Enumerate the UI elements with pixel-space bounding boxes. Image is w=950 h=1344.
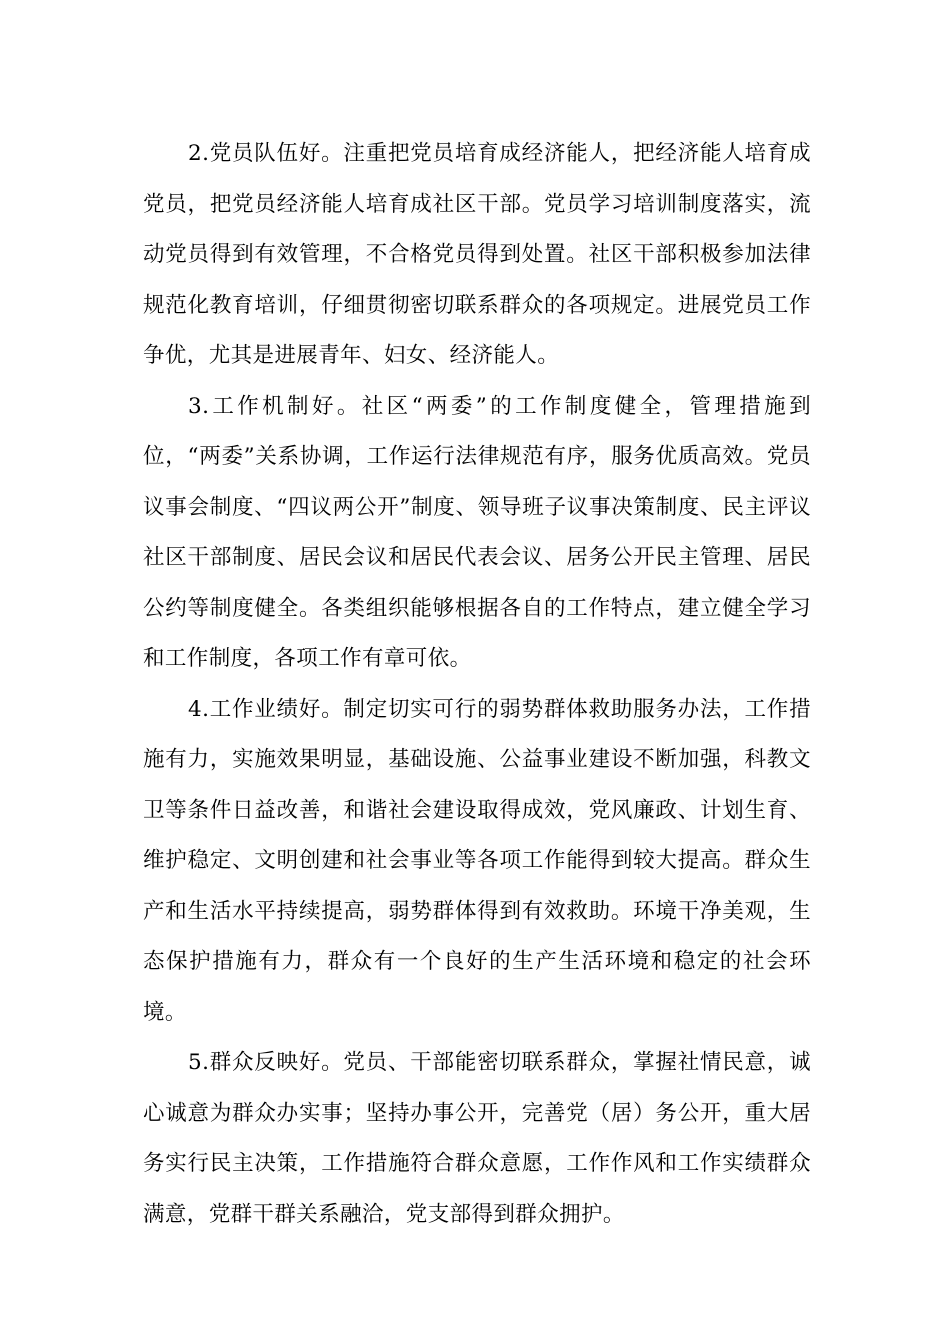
paragraph-work-performance: 4.工作业绩好。制定切实可行的弱势群体救助服务办法，工作措施有力，实施效果明显，基础设施、公益事业建设不断加强，科教文卫等条件日益改善，和谐社会建设取得成效，党风廉政、计划生育、维护稳定、文明创建和社会事业等各项工作能得到较大提高。群众生产和生活水平持续提高，弱势群体得到有效救助。环境干净美观，生态保护措施有力，群众有一个良好的生产生活环境和稳定的社会环境。 — [143, 696, 811, 1025]
paragraph-work-mechanism: 3.工作机制好。社区“两委”的工作制度健全，管理措施到位，“两委”关系协调，工作运行法律规范有序，服务优质高效。党员议事会制度、“四议两公开”制度、领导班子议事决策制度、民主评议社区干部制度、居民会议和居民代表会议、居务公开民主管理、居民公约等制度健全。各类组织能够根据各自的工作特点，建立健全学习和工作制度，各项工作有章可依。 — [143, 393, 811, 671]
document-body — [143, 129, 811, 1240]
paragraph-public-feedback: 5.群众反映好。党员、干部能密切联系群众，掌握社情民意，诚心诚意为群众办实事；坚持办事公开，完善党（居）务公开，重大居务实行民主决策，工作措施符合群众意愿，工作作风和工作实绩群众满意，党群干群关系融洽，党支部得到群众拥护。 — [143, 1050, 811, 1227]
paragraph-party-members: 2.党员队伍好。注重把党员培育成经济能人，把经济能人培育成党员，把党员经济能人培育成社区干部。党员学习培训制度落实，流动党员得到有效管理，不合格党员得到处置。社区干部积极参加法律规范化教育培训，仔细贯彻密切联系群众的各项规定。进展党员工作争优，尤其是进展青年、妇女、经济能人。 — [143, 141, 811, 368]
